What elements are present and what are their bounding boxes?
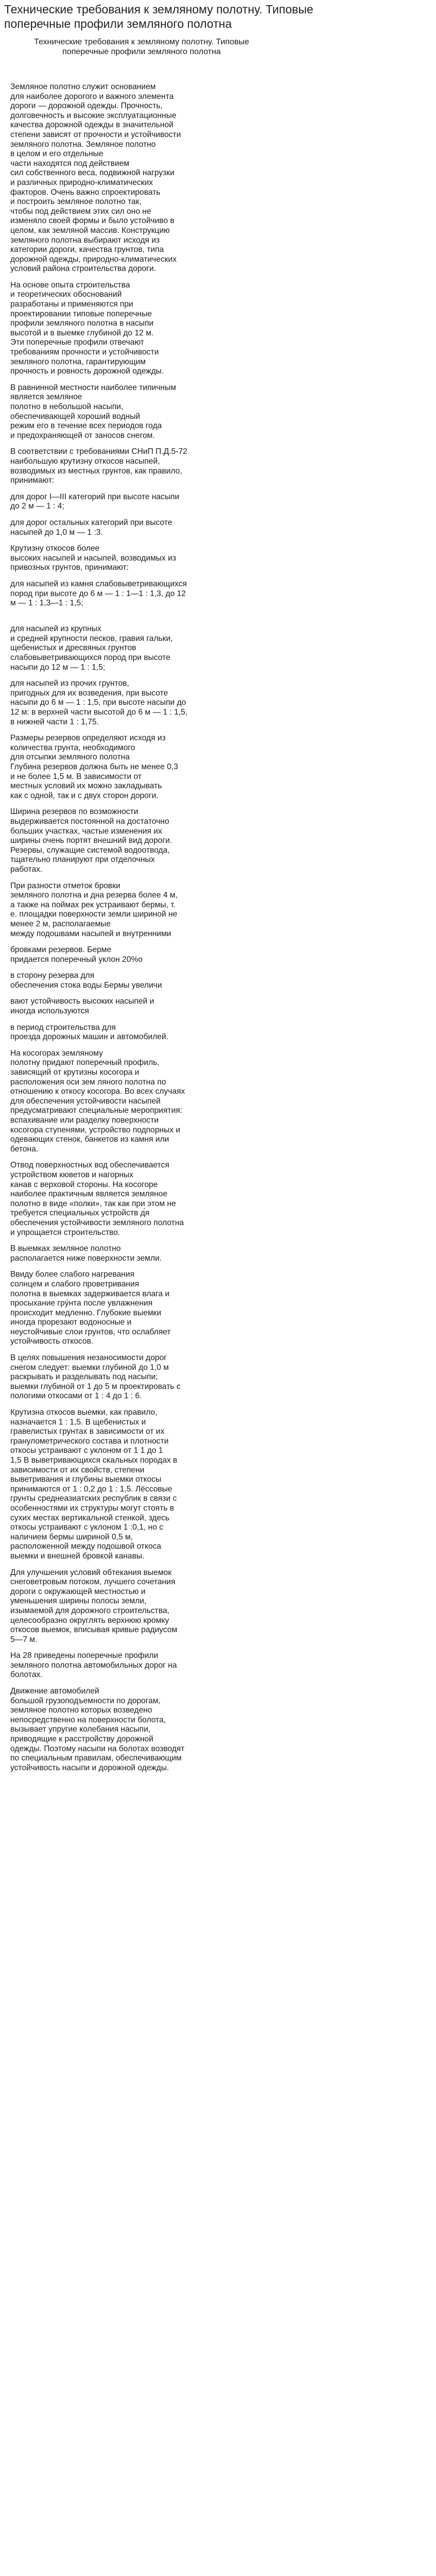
paragraph: для насыпей из камня слабовыветривающихся пород при высоте до 6 м — 1 : 1—1 : 1,3, до 12 м — 1 : 1,3—1 : 1,5; — [10, 579, 187, 608]
paragraph: В равнинной местности наиболее типичным является земляное полотно в небольшой насыпи, обеспечивающей хороший водный режим его в течение всех периодов года и предохраняющей от заносов снегом. — [10, 383, 176, 440]
paragraph: В соответствии с требованиями СНиП П.Д.5-72 наибольшую крутизну откосов насыпей, возводимых из местных грунтов, как правило, принимают: — [10, 447, 187, 485]
paragraph: Для улучшения условий обтекания выемок снеговетровым потоком, лучшего сочетания дороги с окружающей местностью и уменьшения ширины полосы земли, изымаемой для дорожного строительства, целесообразно округлять верхнюю кромку откосов выемок, вписывая кривые радиусом 5—7 м. — [10, 1568, 178, 1644]
paragraph: в сторону резерва для обеспечения стока воды Бермы увеличи — [10, 971, 162, 990]
paragraph: В выемках земляное полотно располагается ниже поверхности земли. — [10, 1244, 162, 1263]
paragraph: На 28 приведены поперечные профили земляного полотна автомобильных дорог на болотах. — [10, 1651, 177, 1680]
paragraph: Крутизна откосов выемки, как правило, назначается 1 : 1,5. В щебенистых и гравелистых грунтах в зависимости от их гранулометрического состава и плотности откосы устраивают с уклоном от 1 1 до 1 1,5 В выветривающихся скальных породах в зависимости от их свойств, степени выветривания и глубины выемки откосы принимаются от 1 : 0,2 до 1 : 1,5. Лёссовые грунты среднеазиатских республик в связи с особенностями их структуры могут стоять в сухих местах вертикальной стенкой, здесь откосы устраивают с уклоном 1 :0,1, но с наличием бермы шириной 0,5 м, расположенной между подошвой откоса выемки и внешней бровкой канавы. — [10, 1408, 178, 1561]
paragraph: Отвод поверхностных вод обеспечивается устройством кюветов и нагорных канав с верховой стороны. На косогоре наиболее практичным является земляное полотно в виде «полки», так как при этом не требуется специальных устройств д́я обеспечения устойчивости земляного полотна и упрощается строительство. — [10, 1161, 184, 1237]
article-body — [10, 37, 273, 1773]
paragraph: для насыпей из прочих грунтов, пригодных для их возведения, при высоте насыпи до 6 м — 1 : 1,5, при высоте насыпи до 12 м: в верхней части высотой до 6 м — 1 : 1,5, в нижней части 1 : 1,75. — [10, 679, 188, 726]
paragraph: для дорог остальных категорий при высоте насыпей до 1,0 м — 1 :3. — [10, 518, 172, 537]
paragraph: Ввиду более слабого нагревания солнцем и слабого проветривания полотна в выемках задерживается влага и просыхание грýнта после увлажнения происходит медленно. Глубокие выемки иногда прорезают водоносные и неустойчивые слои грунтов, что ослабляет устойчивость откосов. — [10, 1270, 171, 1346]
paragraph: При разности отметок бровки земляного полотна и дна резерва более 4 м, а также на поймах рек устраивают бермы, т. е. площадки поверхности земли шириной не менее 2 м, располагаемые между подошвами насыпей и внутренними — [10, 881, 178, 938]
paragraph: На основе опыта строительства и теоретических обоснований разработаны и применяются при проектировании типовые поперечные профили земляного полотна в насыпи высотой и в выемке глубиной до 12 м. Эти поперечные профили отвечают требованиям прочности и устойчивости земляного полотна, гарантирующим прочность и ровность дорожной одежды. — [10, 280, 164, 376]
paragraph: Земляное полотно служит основанием для наиболее дорогого и важного элемента дороги — дорожной одежды. Прочность, долговечность и высокие эксплуатационные качества дорожной одежды в значительной степени зависят от прочности и устойчивости земляного полотна. Земляное полотно в целом и его отдельные части находятся под действием сил собственного веса, подвижной нагрузки и различных природно-климатических факторов. Очень важно спроектировать и построить земляное полотно так, чтобы под действием этих сил оно не изменяло своей формы и было устойчиво в целом, как земляной массив. Конструкцию земляного полотна выбирают исходя из категории дороги, качества грунтов, типа дорожной одежды, природно-климатических условий района строительства дороги. — [10, 82, 181, 274]
paragraph: Ширина резервов по возможности выдерживается постоянной на достаточно больших участках, частые изменения их ширины очень портят внешний вид дороги. Резервы, служащие системой водоотвода, тщательно планируют при отделочных работах. — [10, 807, 172, 874]
paragraph: бровками резервов. Берме придается поперечный уклон 20%o — [10, 945, 143, 964]
paragraph: для дорог I—III категорий при высоте насыпи до 2 м — 1 : 4; — [10, 492, 180, 511]
paragraph: Движение автомобилей большой грузоподъемности по дорогам, земляное полотно которых возведено непосредственно на поверхности болота, вызывает упругие колебания насыпи, приводящие к расстройству дорожной одежды. Поэтому насыпи на болотах возводят по специальным правилам, обеспечивающим устойчивость насыпи и дорожной одежды. — [10, 1687, 185, 1772]
paragraph: Размеры резервов определяют исходя из количества грунта, необходимого для отсыпки земляного полотна Глубина резервов должна быть не менее 0,3 и не более 1,5 м. В зависимости от местных условий их можно закладывать как с одной, так и с двух сторон дороги. — [10, 734, 178, 800]
paragraph: в период строительства для проезда дорожных машин и автомобилей. — [10, 1023, 169, 1042]
paragraph: На косогорах земляному полотну придают поперечный профиль, зависящий от крутизны косогора и расположения оси зем ляного полотна по отношению к откосу косогора. Во всех случаях для обеспечения устойчивости насыпей предусматривают специальные мероприятия: вспахивание или разделку поверхности косогора ступенями, устройство подпорных и одевающих стенок, банкетов из камня или бетона. — [10, 1048, 185, 1154]
paragraph: вают устойчивость высоких насыпей и иногда используются — [10, 997, 154, 1016]
page-title: Технические требования к земляному полотну. Типовые поперечные профили земляного полотна — [4, 3, 313, 30]
article-subtitle: Технические требования к земляному полотну. Типовые поперечные профили земляного полотна — [34, 38, 249, 56]
paragraph: для насыпей из крупных и средней крупности песков, гравия гальки, щебенистых и дресвяных грунтов слабовыветривающихся пород при высоте насыпи до 12 м — 1 : 1,5; — [10, 624, 173, 672]
paragraph: В целях повышения незаносимости дорог снегом следует: выемки глубиной до 1,0 м раскрывать и разделывать под насыпи; выемки глубиной от 1 до 5 м проектировать с пологими откосами от 1 : 4 до 1 : 6. — [10, 1353, 181, 1401]
paragraph: Крутизну откосов более высоких насыпей и насыпей, возводимых из привозных грунтов, принимают: — [10, 544, 176, 572]
